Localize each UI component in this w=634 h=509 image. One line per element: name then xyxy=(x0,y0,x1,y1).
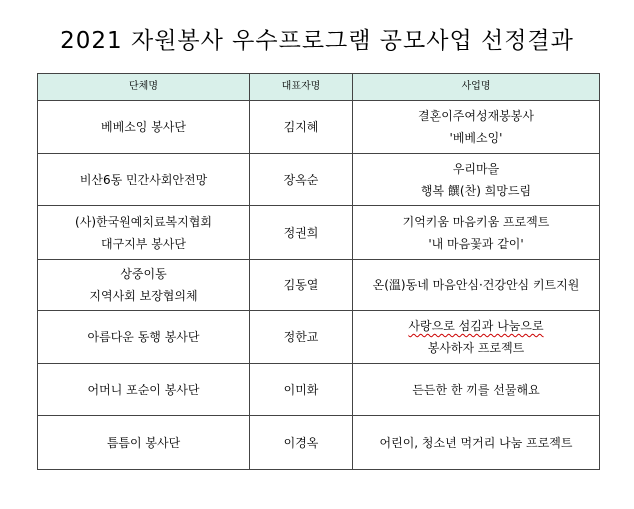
rep-cell: 김동열 xyxy=(250,260,353,311)
org-cell xyxy=(38,311,250,364)
project-name-line2: 봉사하자 프로젝트 xyxy=(427,341,525,355)
table-row xyxy=(38,416,600,470)
page-title: 2021 자원봉사 우수프로그램 공모사업 선정결과 xyxy=(60,28,574,54)
project-cell xyxy=(353,206,600,260)
org-name: 틈틈이 봉사단 xyxy=(106,435,181,450)
project-cell xyxy=(353,101,600,154)
table-header-row xyxy=(38,74,600,101)
org-cell xyxy=(38,101,250,154)
project-name: 온(溫)동네 마음안심·건강안심 키트지원 xyxy=(372,278,580,292)
project-subtitle: '베베소잉' xyxy=(449,131,503,145)
project-name: 우리마을 xyxy=(452,161,500,176)
project-cell xyxy=(353,260,600,311)
org-name: 상중이동 xyxy=(120,267,167,281)
project-cell xyxy=(353,311,600,364)
project-subtitle: '내 마음꽃과 같이' xyxy=(428,236,524,251)
header-representative: 대표자명 xyxy=(250,74,353,101)
selection-result-table xyxy=(37,73,600,470)
header-org-name: 단체명 xyxy=(38,74,250,101)
table-row xyxy=(38,260,600,311)
org-name-line2: 지역사회 보장협의체 xyxy=(89,289,198,303)
table-row xyxy=(38,154,600,206)
org-cell xyxy=(38,260,250,311)
rep-cell: 이경옥 xyxy=(250,416,353,470)
project-cell xyxy=(353,364,600,416)
table-row xyxy=(38,101,600,154)
project-subtitle: 행복 饌(찬) 희망드림 xyxy=(420,183,532,198)
org-name: (사)한국원예치료복지협회 xyxy=(75,214,212,229)
org-cell xyxy=(38,416,250,470)
org-name-line2: 대구지부 봉사단 xyxy=(101,236,186,251)
rep-cell: 장옥순 xyxy=(250,154,353,206)
org-cell xyxy=(38,206,250,260)
table-row xyxy=(38,364,600,416)
project-cell xyxy=(353,154,600,206)
org-name: 베베소잉 봉사단 xyxy=(101,120,186,134)
table-row xyxy=(38,206,600,260)
rep-cell: 정한교 xyxy=(250,311,353,364)
org-name: 어머니 포순이 봉사단 xyxy=(87,382,200,397)
table-row xyxy=(38,311,600,364)
project-name: 든든한 한 끼를 선물해요 xyxy=(412,382,540,397)
org-name: 비산6동 민간사회안전망 xyxy=(79,172,208,187)
project-name: 사랑으로 섬김과 나눔으로 xyxy=(408,319,544,333)
org-cell xyxy=(38,154,250,206)
project-name: 어린이, 청소년 먹거리 나눔 프로젝트 xyxy=(379,435,573,450)
project-name: 결혼이주여성재봉봉사 xyxy=(418,109,534,123)
org-cell xyxy=(38,364,250,416)
rep-cell: 이미화 xyxy=(250,364,353,416)
org-name: 아름다운 동행 봉사단 xyxy=(87,330,200,344)
project-name: 기억키움 마음키움 프로젝트 xyxy=(402,214,550,229)
rep-cell: 김지혜 xyxy=(250,101,353,154)
rep-cell: 정권희 xyxy=(250,206,353,260)
header-project-name: 사업명 xyxy=(353,74,600,101)
project-cell xyxy=(353,416,600,470)
